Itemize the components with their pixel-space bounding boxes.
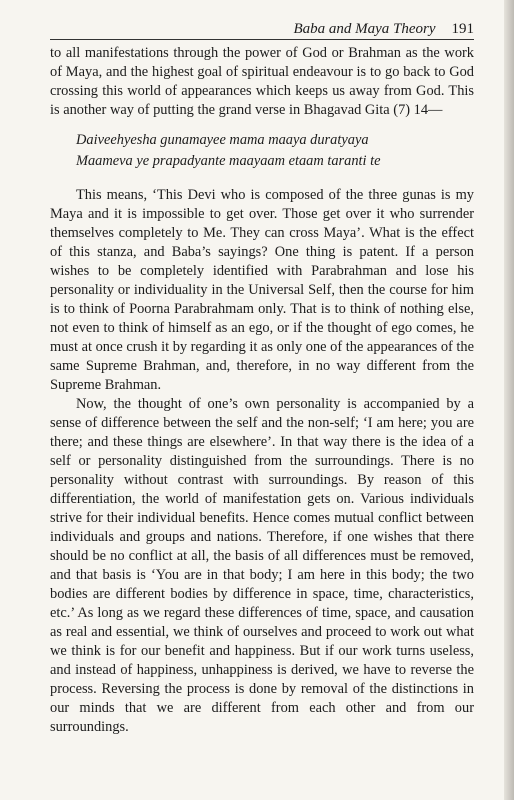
- page-number: 191: [451, 21, 474, 37]
- page-header: [50, 16, 474, 40]
- verse-line-1: Daiveehyesha gunamayee mama maaya duratyaya: [76, 132, 369, 148]
- page-body: [50, 44, 474, 737]
- paragraph-1: to all manifestations through the power of God or Brahman as the work of Maya, and the highest goal of spiritual endeavour is to go back to God crossing this world of appearances which keeps us away from God. This is another way of putting the grand verse in Bhagavad Gita (7) 14—: [50, 45, 474, 118]
- paragraph-3: Now, the thought of one’s own personality is accompanied by a sense of difference between the self and the non-self; ‘I am here; you are there; and these things are elsewhere’. In that way there is the idea of a self or personality distinguished from the surroundings. There is no personality without contrast with surroundings. By reason of this differentiation, the world of manifestation gets on. Various individuals strive for their individual benefits. Hence comes mutual conflict between individuals and groups and nations. Therefore, if one wishes that there should be no conflict at all, the basis of all differences must be removed, and that basis is ‘You are in that body; I am here in this body; the two bodies are different bodies by difference in space, time, characteristics, etc.’ As long as we regard these differences of time, space, and causation as real and essential, we think of ourselves and proceed to work out what we think is for our benefit and happiness. But if our work turns useless, and instead of happiness, unhappiness is derived, we have to reverse the process. Reversing the process is done by removal of the distinctions in our minds that we are different from each other and from our surroundings.: [50, 396, 474, 735]
- book-page: [50, 0, 474, 800]
- page-edge-shadow: [504, 0, 514, 800]
- verse-line-2: Maameva ye prapadyante maayaam etaam taranti te: [76, 153, 381, 169]
- running-title: Baba and Maya Theory: [293, 21, 436, 37]
- paragraph-2: This means, ‘This Devi who is composed of the three gunas is my Maya and it is impossible to get over. Those get over it who surrender themselves completely to Me. They can cross Maya’. What is the effect of this stanza, and Baba’s sayings? One thing is patent. If a person wishes to be completely identified with Parabrahman and lose his personality or individuality in the Universal Self, then the course for him is to think of Poorna Parabrahmam only. That is to think of nothing else, not even to think of himself as an ego, or if the thought of ego comes, he must at once crush it by regarding it as only one of the appearances of the same Supreme Brahman, and, therefore, in no way different from the Supreme Brahman.: [50, 187, 474, 393]
- sanskrit-verse: [50, 130, 474, 172]
